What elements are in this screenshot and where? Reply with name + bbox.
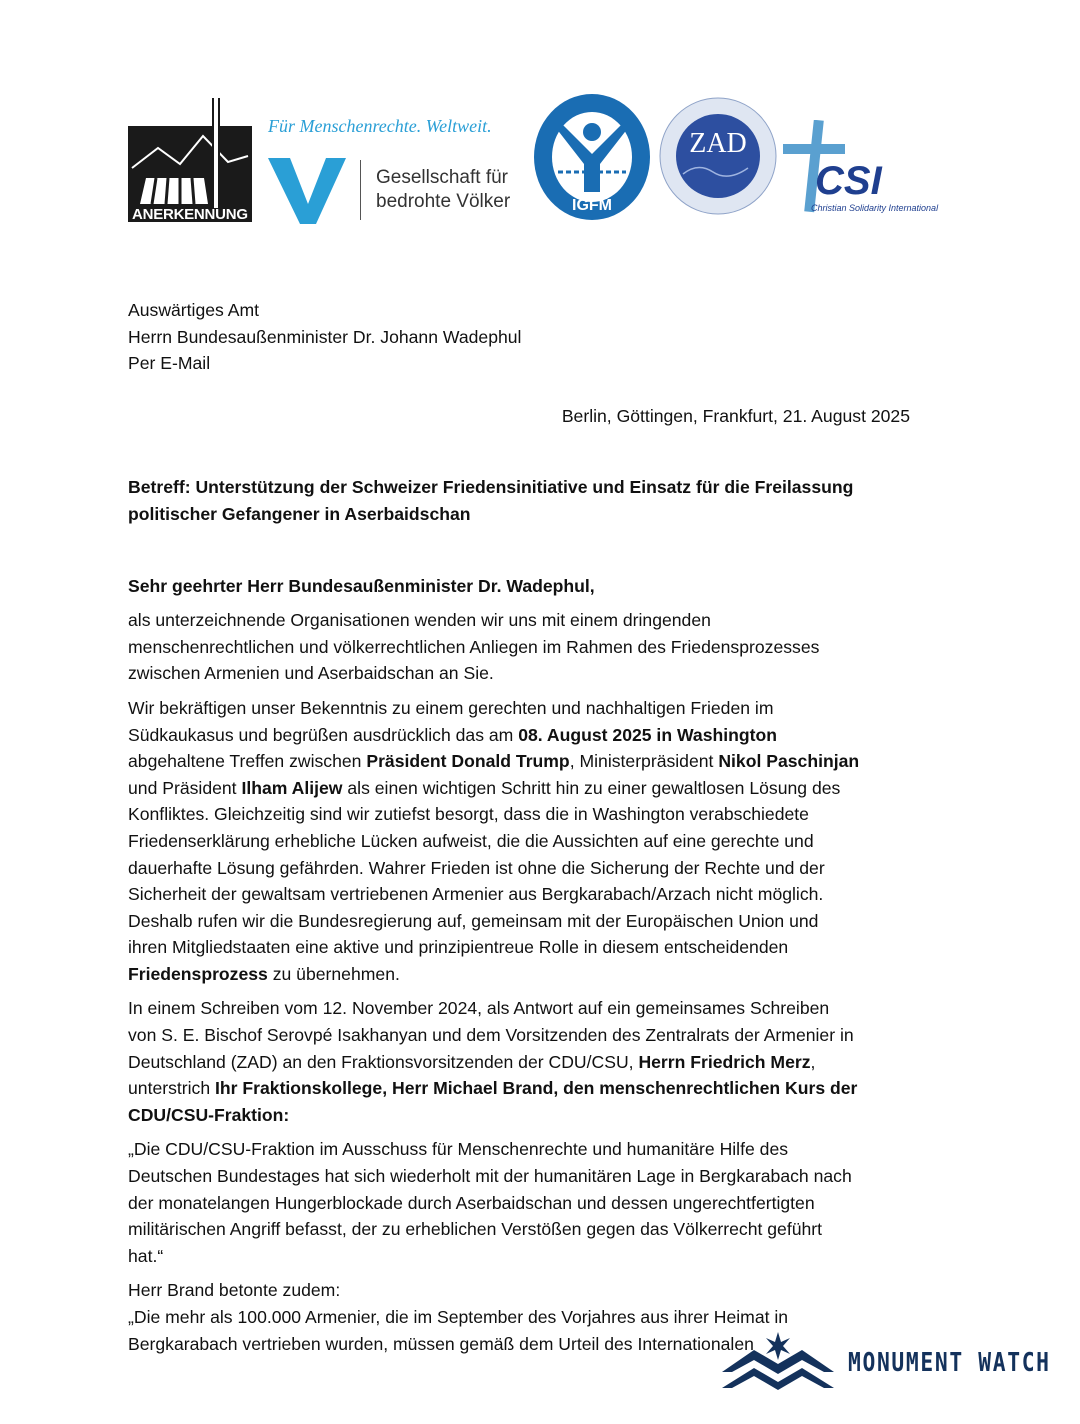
text-line bbox=[128, 573, 958, 600]
text: unterstrich bbox=[128, 1078, 216, 1099]
text: dauerhafte Lösung gefährden. Wahrer Frieden ist ohne die Sicherung der Rechte und der bbox=[128, 857, 825, 878]
text-line bbox=[128, 1216, 958, 1243]
text: zwischen Armenien und Aserbaidschan an Sie. bbox=[128, 663, 494, 684]
text-line bbox=[128, 828, 958, 855]
text: der monatelangen Hungerblockade durch Aserbaidschan und dessen ungerechtfertigten bbox=[128, 1192, 815, 1213]
csi-text: Christian Solidarity International bbox=[811, 203, 939, 213]
monument-watch-logo-icon bbox=[720, 1332, 836, 1390]
text-line bbox=[128, 1243, 958, 1270]
text: Sicherheit der gewaltsam vertriebenen Armenier aus Bergkarabach/Arzach nicht möglich. bbox=[128, 884, 824, 905]
text-line bbox=[128, 1102, 958, 1129]
text-line bbox=[128, 1277, 958, 1304]
text-line bbox=[128, 695, 958, 722]
text: und Präsident bbox=[128, 777, 242, 798]
text: ihren Mitgliedstaaten eine aktive und prinzipientreue Rolle in diesem entscheidenden bbox=[128, 937, 789, 958]
text-line bbox=[128, 660, 958, 687]
zad-logo bbox=[658, 96, 778, 216]
text-line bbox=[128, 607, 958, 634]
anerkennung-text: ANERKENNUNG bbox=[132, 206, 248, 222]
text-line bbox=[128, 748, 958, 775]
csi-abbr: CSI bbox=[815, 159, 882, 203]
text: , Ministerpräsident bbox=[569, 751, 719, 772]
paragraph bbox=[128, 995, 958, 1128]
address-line: Herrn Bundesaußenminister Dr. Johann Wadephul bbox=[128, 326, 522, 347]
bold-text: politischer Gefangener in Aserbaidschan bbox=[128, 503, 471, 524]
text: als einen wichtigen Schritt hin zu einer gewaltlosen Lösung des bbox=[342, 777, 841, 798]
zad-abbr: ZAD bbox=[689, 128, 747, 159]
text: als unterzeichnende Organisationen wenden wir uns mit einem dringenden bbox=[128, 610, 711, 631]
bold-text: Präsident Donald Trump bbox=[366, 751, 570, 772]
text-line bbox=[128, 1049, 958, 1076]
text: von S. E. Bischof Serovpé Isakhanyan und dem Vorsitzenden des Zentralrats der Armenier in bbox=[128, 1025, 854, 1046]
bold-text: CDU/CSU-Fraktion: bbox=[128, 1104, 290, 1125]
text: Friedenserklärung erhebliche Lücken aufweist, die die Aussichten auf eine gerechte und bbox=[128, 830, 814, 851]
text: Deutschen Bundestages hat sich wiederholt mit der humanitären Lage in Bergkarabach nach bbox=[128, 1166, 852, 1187]
text-line bbox=[128, 1304, 958, 1331]
text-line bbox=[128, 1022, 958, 1049]
text: Konfliktes. Gleichzeitig sind wir zutiefst besorgt, dass die in Washington verabschiedete bbox=[128, 804, 809, 825]
text: Deutschland (ZAD) an den Fraktionsvorsitzenden der CDU/CSU, bbox=[128, 1051, 639, 1072]
anerkennung-logo bbox=[128, 96, 252, 222]
text-line bbox=[128, 1075, 958, 1102]
text: Herr Brand betonte zudem: bbox=[128, 1280, 341, 1301]
text: abgehaltene Treffen zwischen bbox=[128, 751, 367, 772]
text: militärischen Angriff befasst, der zu erheblichen Verstößen gegen das Völkerrecht geführt bbox=[128, 1219, 823, 1240]
address-line: Per E-Mail bbox=[128, 353, 211, 374]
text: , bbox=[810, 1051, 816, 1072]
text: In einem Schreiben vom 12. November 2024, als Antwort auf ein gemeinsames Schreiben bbox=[128, 998, 830, 1019]
quote-paragraph bbox=[128, 1136, 958, 1269]
salutation bbox=[128, 573, 958, 600]
text-line bbox=[128, 881, 958, 908]
text: „Die mehr als 100.000 Armenier, die im September des Vorjahres aus ihrer Heimat in bbox=[128, 1307, 789, 1327]
text: Wir bekräftigen unser Bekenntnis zu einem gerechten und nachhaltigen Frieden im bbox=[128, 697, 774, 718]
gfbv-tagline: Für Menschenrechte. Weltweit. bbox=[268, 116, 492, 136]
text-line bbox=[128, 1163, 958, 1190]
text-line bbox=[128, 801, 958, 828]
bold-text: Betreff: Unterstützung der Schweizer Friedensinitiative und Einsatz für die Freilassung bbox=[128, 477, 854, 498]
gfbv-logo bbox=[268, 116, 523, 226]
bold-text: Ihr Fraktionskollege, Herr Michael Brand, den menschenrechtlichen Kurs der bbox=[215, 1078, 858, 1099]
csi-logo bbox=[783, 120, 953, 216]
text: Südkaukasus und begrüßen ausdrücklich das am bbox=[128, 724, 519, 745]
text-line bbox=[128, 634, 958, 661]
gfbv-line2: bedrohte Völker bbox=[376, 191, 511, 212]
subject bbox=[128, 474, 958, 527]
text: zu übernehmen. bbox=[267, 963, 400, 984]
address-line: Auswärtiges Amt bbox=[128, 300, 260, 320]
text-line bbox=[128, 995, 958, 1022]
bold-text: Ilham Alijew bbox=[241, 777, 343, 798]
text: Deshalb rufen wir die Bundesregierung auf, gemeinsam mit der Europäischen Union und bbox=[128, 910, 819, 931]
gfbv-v-icon bbox=[268, 158, 348, 224]
text: „Die CDU/CSU-Fraktion im Ausschuss für Menschenrechte und humanitäre Hilfe des bbox=[128, 1139, 789, 1160]
text-line bbox=[128, 1136, 958, 1163]
monument-watch-text: MONUMENT WATCH bbox=[848, 1348, 1051, 1378]
bold-text: 08. August 2025 in Washington bbox=[518, 724, 777, 745]
igfm-logo bbox=[530, 92, 654, 222]
text-line bbox=[128, 1190, 958, 1217]
bold-text: Friedensprozess bbox=[128, 963, 268, 984]
text: hat.“ bbox=[128, 1245, 164, 1266]
bold-text: Herrn Friedrich Merz bbox=[638, 1051, 811, 1072]
text: Bergkarabach vertrieben wurden, müssen gemäß dem Urteil des Internationalen bbox=[128, 1333, 754, 1354]
recipient-address bbox=[128, 297, 958, 377]
logo-banner bbox=[128, 92, 948, 227]
igfm-abbr: IGFM bbox=[572, 197, 612, 214]
text-line bbox=[128, 855, 958, 882]
bold-text: Sehr geehrter Herr Bundesaußenminister Dr. Wadephul, bbox=[128, 575, 595, 596]
text-line bbox=[128, 722, 958, 749]
paragraph bbox=[128, 695, 958, 988]
monument-watch-watermark bbox=[720, 1332, 1060, 1392]
text-line bbox=[128, 934, 958, 961]
text: menschenrechtlichen und völkerrechtlichen Anliegen im Rahmen des Friedensprozesses bbox=[128, 636, 820, 657]
text-line bbox=[128, 961, 958, 988]
letter-body bbox=[128, 297, 958, 1357]
bold-text: Nikol Paschinjan bbox=[718, 751, 860, 772]
text-line bbox=[128, 775, 958, 802]
text-line bbox=[128, 474, 958, 501]
gfbv-line1: Gesellschaft für bbox=[376, 167, 508, 188]
text-line bbox=[128, 908, 958, 935]
paragraph bbox=[128, 607, 958, 687]
date-line: Berlin, Göttingen, Frankfurt, 21. August 2025 bbox=[561, 405, 910, 426]
text-line bbox=[128, 501, 958, 528]
